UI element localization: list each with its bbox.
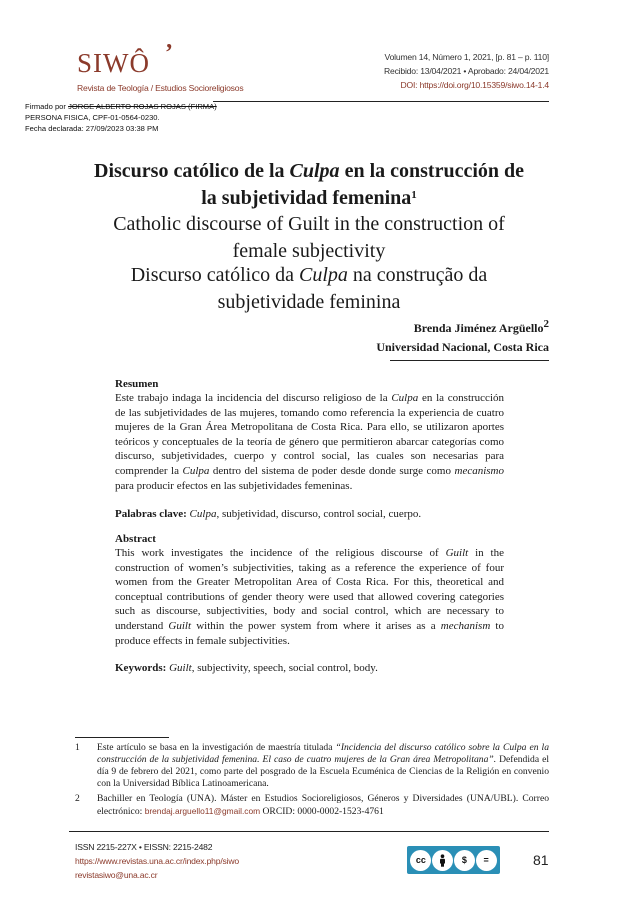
title-pt-line2: subjetividade feminina [217, 291, 401, 313]
footnote-ref[interactable]: 2 [543, 318, 549, 330]
keywords: Keywords: Guilt, subjectivity, speech, social control, body. [115, 662, 378, 674]
footer-divider [69, 831, 549, 832]
doi-line [400, 80, 549, 90]
author-name-text: Brenda Jiménez Argüello [413, 321, 544, 335]
abstract-body: This work investigates the incidence of the religious discourse of Guilt in the construction of women’s subjectivities, taking as a reference the experience of four women from the Greater Metropolitan Area of Costa Rica. For this, theoretical and conceptual contributions of gender theory were used that allowed covering categories such as discourse, subjectivities, body and social control, which are necessary to understand Guilt within the power system from where it arises as a mechanism to produce effects in female subjectivities. [115, 547, 504, 647]
header-divider [213, 101, 549, 102]
signer-name: JORGE ALBERTO ROJAS ROJAS (FIRMA) [68, 102, 217, 111]
signed-by-label: Firmado por [25, 102, 66, 111]
title-spanish [70, 158, 548, 212]
noncommercial-icon: $ [454, 850, 475, 871]
journal-logo-mark: ’ [165, 40, 173, 66]
title-es-italic: Culpa [289, 160, 340, 182]
title-en-line1: Catholic discourse of Guilt in the construction of [113, 213, 505, 235]
author-email-link[interactable]: brendaj.arguello11@gmail.com [144, 806, 261, 817]
resumen-heading: Resumen [115, 378, 159, 390]
doi-link[interactable]: https://doi.org/10.15359/siwo.14-1.4 [419, 80, 549, 90]
footnote-divider [75, 737, 169, 738]
doi-label: DOI: [400, 80, 418, 90]
palabras-clave-label: Palabras clave: [115, 508, 187, 520]
attribution-icon [432, 850, 453, 871]
author-divider [390, 360, 549, 361]
journal-email-link[interactable]: revistasiwo@una.ac.cr [75, 870, 158, 880]
cc-icon: cc [410, 850, 431, 871]
title-pt-italic: Culpa [298, 264, 348, 286]
noderivatives-icon: = [476, 850, 497, 871]
palabras-clave: Palabras clave: Culpa, subjetividad, discurso, control social, cuerpo. [115, 508, 422, 520]
title-pt-text: Discurso católico da [130, 264, 299, 286]
footnote-number: 1 [75, 742, 80, 753]
footnote-ref[interactable]: 1 [411, 189, 417, 201]
footnote-number: 2 [75, 793, 80, 804]
page-number: 81 [533, 852, 549, 868]
footnote-1: 1 Este artículo se basa en la investigación de maestría titulada “Incidencia del discurso católico sobre la Culpa en la construcción de la subjetividad femenina. El caso de cuatro mujeres de la Gran área Metropolitana”. Defendida el día 9 de febrero del 2021, como parte del posgrado de la Escuela Ecuménica de Ciencias de la Religión en convenio con la Universidad Bíblica Latinoamericana. [75, 742, 549, 790]
signature-date: Fecha declarada: 27/09/2023 03:38 PM [25, 124, 159, 133]
creative-commons-license-badge[interactable] [407, 846, 500, 874]
keywords-label: Keywords: [115, 662, 167, 674]
abstract-heading: Abstract [115, 533, 156, 545]
issn-line: ISSN 2215-227X • EISSN: 2215-2482 [75, 842, 213, 852]
title-en-line2: female subjectivity [232, 240, 386, 262]
author-name [413, 318, 549, 336]
title-es-text: en la construcción de [339, 160, 524, 182]
resumen-body: Este trabajo indaga la incidencia del discurso religioso de la Culpa en la construcción de las subjetividades de las mujeres, tomando como referencia la experiencia de cuatro mujeres de la Gran Área Metropolitana de Costa Rica. Para ello, se utilizaron aportes teóricos y conceptuales de la teoría de género que permitieron abarcar categorías como discurso, subjetividades, cuerpo y control social, las cuales son necesarias para comprender la Culpa dentro del sistema de poder desde donde surge como mecanismo para producir efectos en las subjetividades femeninas. [115, 392, 504, 492]
journal-subtitle: Revista de Teología / Estudios Socioreligiosos [77, 83, 244, 93]
author-affiliation: Universidad Nacional, Costa Rica [376, 340, 549, 354]
signature-line [25, 101, 217, 112]
received-approved-dates: Recibido: 13/04/2021 • Aprobado: 24/04/2021 [384, 66, 549, 76]
title-portuguese [70, 262, 548, 316]
volume-info: Volumen 14, Número 1, 2021, [p. 81 – p. 110] [384, 52, 549, 62]
journal-logo: SIWÔ [77, 48, 150, 78]
signature-person: PERSONA FISICA, CPF-01-0564-0230. [25, 113, 160, 122]
title-english [70, 211, 548, 265]
title-es-text: Discurso católico de la [94, 160, 290, 182]
journal-site-link[interactable]: https://www.revistas.una.ac.cr/index.php/siwo [75, 856, 239, 866]
title-pt-text: na construção da [347, 264, 488, 286]
footnote-2: 2 Bachiller en Teología (UNA). Máster en Estudios Socioreligiosos, Géneros y Diversidades (UNA/UBL). Correo electrónico: brendaj.arguello11@gmail.com ORCID: 0000-0002-1523-4761 [75, 793, 549, 818]
title-es-line2: la subjetividad femenina [201, 187, 412, 209]
